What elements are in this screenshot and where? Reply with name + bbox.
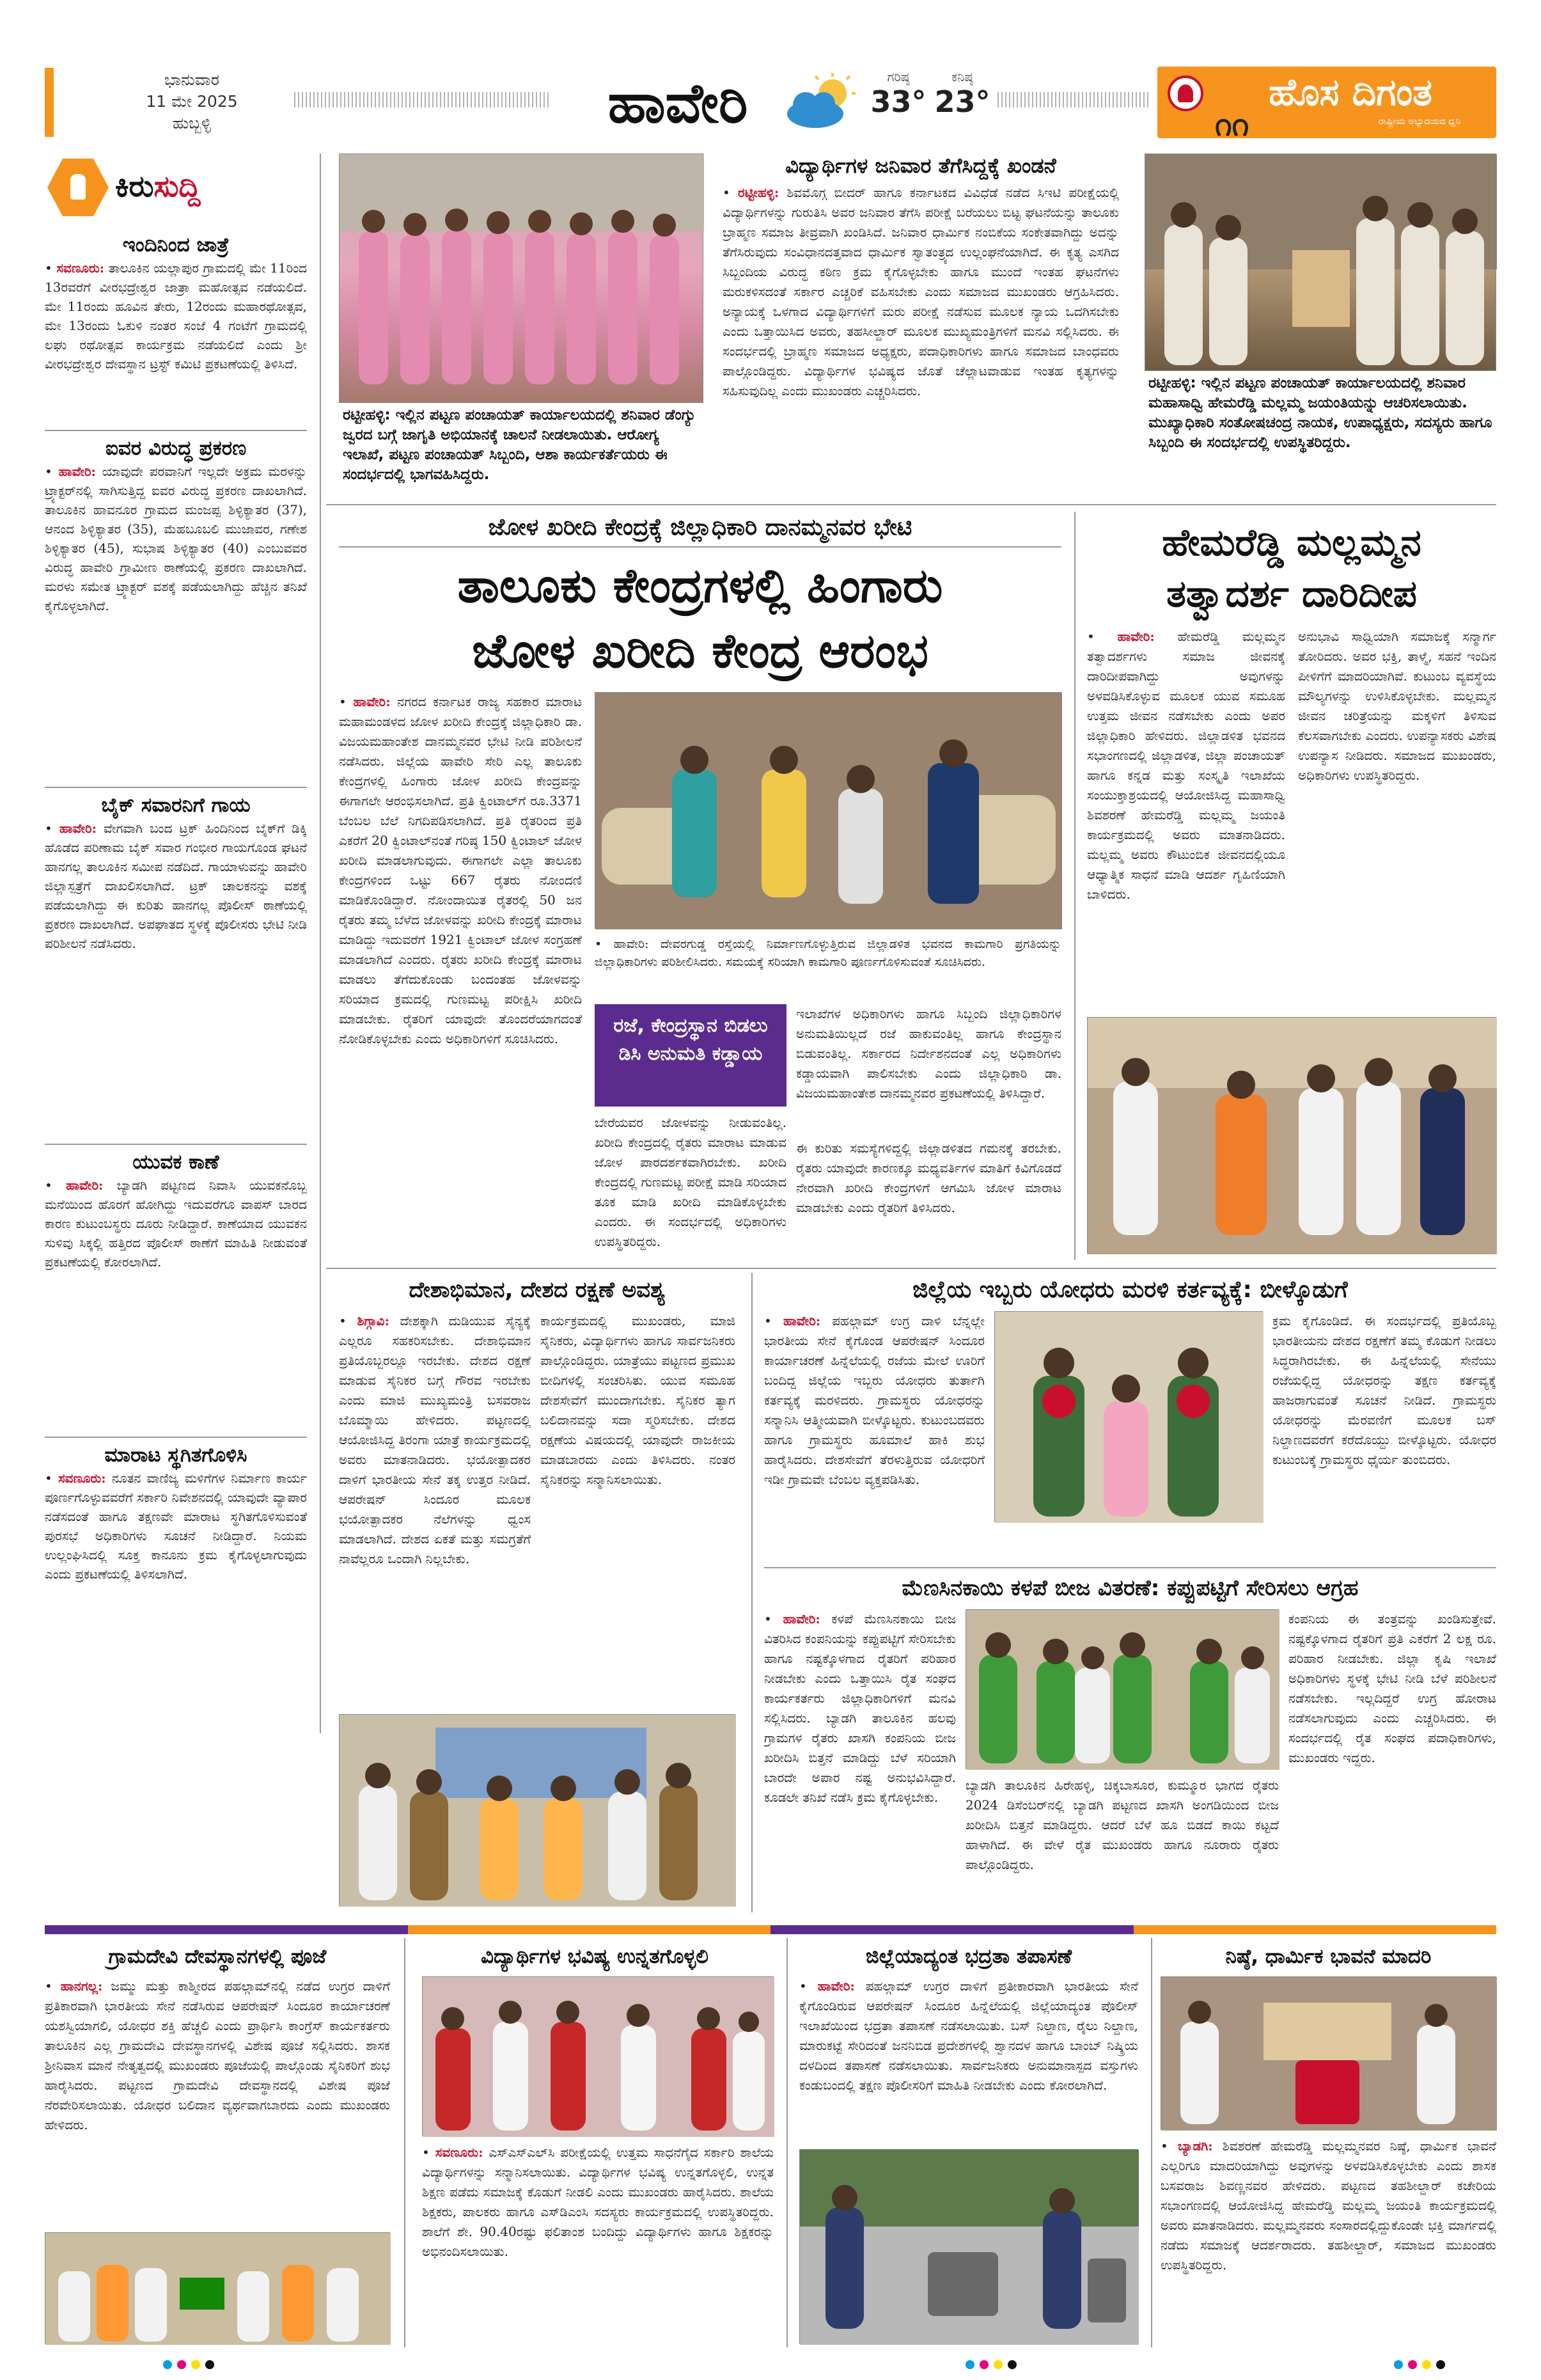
lead-col3: [796, 1139, 1061, 1260]
kirusuddi-item-place: ಹಾವೇರಿ:: [59, 821, 97, 836]
hemareddy-headline-line2: ತತ್ವಾದರ್ಶ ದಾರಿದೀಪ: [1166, 572, 1417, 615]
hemareddy-col2-text: ಅನುಭಾವಿ ಸಾಧ್ವಿಯಾಗಿ ಸಮಾಜಕ್ಕೆ ಸನ್ಮಾರ್ಗ ತೋರಿದರು. ಅವರ ಭಕ್ತಿ, ತಾಳ್ಮೆ, ಸಹನೆ ಇಂದಿನ ಪೀಳಿಗೆಗೆ ಮಾದರಿಯಾಗಿವೆ. ಕುಟುಂಬ ವ್ಯವಸ್ಥೆಯ ಮೌಲ್ಯಗಳನ್ನು ಉಳಿಸಿಕೊಳ್ಳಬೇಕು. ಮಲ್ಲಮ್ಮನ ಜೀವನ ಚರಿತ್ರೆಯನ್ನು ಮಕ್ಕಳಿಗೆ ತಿಳಿಸುವ ಕೆಲಸವಾಗಬೇಕು ಎಂದರು. ಉಪನ್ಯಾಸಕರು ವಿಶೇಷ ಉಪನ್ಯಾಸ ನೀಡಿದರು. ಸಮಾಜದ ಮುಖಂಡರು, ಅಧಿಕಾರಿಗಳು ಉಪಸ್ಥಿತರಿದ್ದರು.: [1298, 629, 1496, 783]
kirusuddi-item-text: ನೂತನ ವಾಣಿಜ್ಯ ಮಳಿಗೆಗಳ ನಿರ್ಮಾಣ ಕಾರ್ಯ ಪೂರ್ಣಗೊಳ್ಳುವವರೆಗೆ ಸರ್ಕಾರಿ ನಿವೇಶನದಲ್ಲಿ ಯಾವುದೇ ವ್ಯಾಪಾರ ನಡೆಸದಂತೆ ಹಾಗೂ ತಕ್ಷಣವೇ ಮಾರಾಟ ಸ್ಥಗಿತಗೊಳಿಸುವಂತೆ ಪುರಸಭೆ ಅಧಿಕಾರಿಗಳು ಸೂಚನೆ ನೀಡಿದ್ದಾರೆ. ನಿಯಮ ಉಲ್ಲಂಘಿಸಿದಲ್ಲಿ ಸೂಕ್ತ ಕಾನೂನು ಕ್ರಮ ಕೈಗೊಳ್ಳಲಾಗುವುದು ಎಂದು ಪ್ರಕಟಣೆಯಲ್ಲಿ ತಿಳಿಸಲಾಗಿದೆ.: [45, 1470, 307, 1582]
kirusuddi-item: [45, 430, 307, 782]
lead-col2: [595, 1113, 786, 1260]
kirusuddi-item-body: • ಹಾವೇರಿ: ಯಾವುದೇ ಪರವಾನಿಗೆ ಇಲ್ಲದೇ ಅಕ್ರಮ ಮರಳನ್ನು ಟ್ರ್ಯಾಕ್ಟರ್‌ನಲ್ಲಿ ಸಾಗಿಸುತ್ತಿದ್ದ ಐವರ ವಿರುದ್ಧ ಪ್ರಕರಣ ದಾಖಲಾಗಿದೆ. ತಾಲೂಕಿನ ಹಾವನೂರ ಗ್ರಾಮದ ಮಂಜಪ್ಪ ಶಿಳ್ಳಿಕ್ಯಾತರ (37), ಆನಂದ ಶಿಳ್ಳಿಕ್ಯಾತರ (35), ಮೆಹಬೂಬಲಿ ಮುಜಾವರ, ಗಣೇಶ ಶಿಳ್ಳಿಕ್ಯಾತರ (45), ಸುಭಾಷ ಶಿಳ್ಳಿಕ್ಯಾತರ (40) ಎಂಬುವವರ ವಿರುದ್ಧ ಹಾವೇರಿ ಗ್ರಾಮೀಣ ಠಾಣೆಯಲ್ಲಿ ಪ್ರಕರಣ ದಾಖಲಾಗಿದೆ. ಮರಳು ಸಮೇತ ಟ್ರ್ಯಾಕ್ಟರ್ ವಶಕ್ಕೆ ಪಡೆಯಲಾಗಿದ್ದು ಹೆಚ್ಚಿನ ತನಿಖೆ ಕೈಗೊಳ್ಳಲಾಗಿದೆ.: [45, 464, 307, 613]
photo-hemareddy-caption: ರಟ್ಟೀಹಳ್ಳಿ: ಇಲ್ಲಿನ ಪಟ್ಟಣ ಪಂಚಾಯತ್ ಕಾರ್ಯಾಲಯದಲ್ಲಿ ಶನಿವಾರ ಮಹಾಸಾಧ್ವಿ ಹೇಮರೆಡ್ಡಿ ಮಲ್ಲಮ್ಮ ಜಯಂತಿಯನ್ನು ಆಚರಿಸಲಾಯಿತು. ಮುಖ್ಯಾಧಿಕಾರಿ ಸಂತೋಷಚಂದ್ರ ನಾಯಕ, ಉಪಾಧ್ಯಕ್ಷರು, ಸದಸ್ಯರು ಹಾಗೂ ಸಿಬ್ಬಂದಿ ಈ ಸಂದರ್ಭದಲ್ಲಿ ಉಪಸ್ಥಿತರಿದ್ದರು.: [1145, 371, 1496, 499]
lead-col1-text: ನಗರದ ಕರ್ನಾಟಕ ರಾಜ್ಯ ಸಹಕಾರ ಮಾರಾಟ ಮಹಾಮಂಡಳದ ಜೋಳ ಖರೀದಿ ಕೇಂದ್ರಕ್ಕೆ ಜಿಲ್ಲಾಧಿಕಾರಿ ಡಾ. ವಿಜಯಮಹಾಂತೇಶ ದಾನಮ್ಮನವರ ಭೇಟಿ ನೀಡಿ ಪರಿಶೀಲನೆ ನಡೆಸಿದರು. ಜಿಲ್ಲೆಯ ಹಾವೇರಿ ಸೇರಿ ಎಲ್ಲ ತಾಲೂಕು ಕೇಂದ್ರಗಳಲ್ಲಿ ಹಿಂಗಾರು ಜೋಳ ಖರೀದಿ ಕೇಂದ್ರವನ್ನು ಈಗಾಗಲೇ ಆರಂಭಿಸಲಾಗಿದೆ. ಪ್ರತಿ ಕ್ವಿಂಟಾಲ್‌ಗೆ ರೂ.3371 ಬೆಂಬಲ ಬೆಲೆ ನಿಗದಿಪಡಿಸಲಾಗಿದೆ. ಪ್ರತಿ ರೈತರಿಂದ ಪ್ರತಿ ಎಕರೆಗೆ 20 ಕ್ವಿಂಟಾಲ್‌ನಂತೆ ಗರಿಷ್ಠ 150 ಕ್ವಿಂಟಾಲ್ ಜೋಳ ಖರೀದಿ ಮಾಡಲಾಗುವುದು. ಈಗಾಗಲೇ ಎಲ್ಲಾ ತಾಲೂಕು ಕೇಂದ್ರಗಳಿಂದ ಒಟ್ಟು 667 ರೈತರು ನೋಂದಣಿ ಮಾಡಿಕೊಂಡಿದ್ದಾರೆ. ನೋಂದಾಯಿತ ರೈತರಲ್ಲಿ 50 ಜನ ರೈತರು ತಮ್ಮ ಬೆಳೆದ ಜೋಳವನ್ನು ಖರೀದಿ ಕೇಂದ್ರಕ್ಕೆ ಮಾರಾಟ ಮಾಡಿದ್ದು ಇದುವರೆಗೆ 1921 ಕ್ವಿಂಟಾಲ್ ಜೋಳ ಸಂಗ್ರಹಣೆ ಮಾಡಲಾಗಿದೆ ಎಂದರು. ರೈತರು ಖರೀದಿ ಕೇಂದ್ರಕ್ಕೆ ಮಾರಾಟ ಮಾಡಲು ತೆಗೆದುಕೊಂಡು ಬಂದಂತಹ ಜೋಳವನ್ನು ಸರಿಯಾದ ಕ್ರಮದಲ್ಲಿ ಗುಣಮಟ್ಟ ಪರೀಕ್ಷಿಸಿ ಖರೀದಿ ಮಾಡಬೇಕು. ರೈತರಿಗೆ ಯಾವುದೇ ತೊಂದರೆಯಾಗದಂತೆ ನೋಡಿಕೊಳ್ಳಬೇಕು ಎಂದು ಅಧಿಕಾರಿಗಳಿಗೆ ಸೂಚಿಸಿದರು.: [339, 694, 582, 1046]
hemareddy-col1-text: ಹೇಮರೆಡ್ಡಿ ಮಲ್ಲಮ್ಮನ ತತ್ವಾದರ್ಶಗಳು ಸಮಾಜ ಜೀವನಕ್ಕೆ ದಾರಿದೀಪವಾಗಿದ್ದು ಅವುಗಳನ್ನು ಅಳವಡಿಸಿಕೊಳ್ಳುವ ಮೂಲಕ ಯುವ ಸಮೂಹ ಉತ್ತಮ ಜೀವನ ನಡೆಸಬೇಕು ಎಂದು ಅಪರ ಜಿಲ್ಲಾಧಿಕಾರಿ ಹೇಳಿದರು. ಜಿಲ್ಲಾಡಳಿತ ಭವನದ ಸಭಾಂಗಣದಲ್ಲಿ ಜಿಲ್ಲಾಡಳಿತ, ಜಿಲ್ಲಾ ಪಂಚಾಯತ್ ಹಾಗೂ ಕನ್ನಡ ಮತ್ತು ಸಂಸ್ಕೃತಿ ಇಲಾಖೆಯ ಸಂಯುಕ್ತಾಶ್ರಯದಲ್ಲಿ ಆಯೋಜಿಸಿದ್ದ ಮಹಾಸಾಧ್ವಿ ಶಿವಶರಣೆ ಹೇಮರೆಡ್ಡಿ ಮಲ್ಲಮ್ಮ ಜಯಂತಿ ಕಾರ್ಯಕ್ರಮದಲ್ಲಿ ಅವರು ಮಾತನಾಡಿದರು. ಮಲ್ಲಮ್ಮ ಅವರು ಕೌಟುಂಬಿಕ ಜೀವನದಲ್ಲಿಯೂ ಆಧ್ಯಾತ್ಮಿಕ ಸಾಧನೆ ಮಾಡಿ ಆದರ್ಶ ಗೃಹಿಣಿಯಾಗಿ ಬಾಳಿದರು.: [1087, 629, 1285, 902]
photo-soldier-farewell: [994, 1311, 1263, 1522]
section-divider: [326, 504, 1496, 505]
masthead-date: 11 ಮೇ 2025: [146, 92, 238, 111]
color-bar-segment: [770, 1925, 1134, 1934]
registration-dot: [1394, 2360, 1403, 2369]
lead-headline-line2: ಜೋಳ ಖರೀದಿ ಕೇಂದ್ರ ಆರಂಭ: [472, 624, 928, 679]
column-divider: [751, 1273, 753, 1912]
hemareddy-col2: [1298, 627, 1496, 1011]
kirusuddi-item-body: • ಸವಣೂರು: ನೂತನ ವಾಣಿಜ್ಯ ಮಳಿಗೆಗಳ ನಿರ್ಮಾಣ ಕಾರ್ಯ ಪೂರ್ಣಗೊಳ್ಳುವವರೆಗೆ ಸರ್ಕಾರಿ ನಿವೇಶನದಲ್ಲಿ ಯಾವುದೇ ವ್ಯಾಪಾರ ನಡೆಸದಂತೆ ಹಾಗೂ ತಕ್ಷಣವೇ ಮಾರಾಟ ಸ್ಥಗಿತಗೊಳಿಸುವಂತೆ ಪುರಸಭೆ ಅಧಿಕಾರಿಗಳು ಸೂಚನೆ ನೀಡಿದ್ದಾರೆ. ನಿಯಮ ಉಲ್ಲಂಘಿಸಿದಲ್ಲಿ ಸೂಕ್ತ ಕಾನೂನು ಕ್ರಮ ಕೈಗೊಳ್ಳಲಾಗುವುದು ಎಂದು ಪ್ರಕಟಣೆಯಲ್ಲಿ ತಿಳಿಸಲಾಗಿದೆ.: [45, 1470, 307, 1582]
registration-marks-right: [1394, 2360, 1445, 2369]
column-divider: [404, 1938, 405, 2347]
kirusuddi-title: [115, 169, 200, 205]
bottom-story-text: ಜಮ್ಮು ಮತ್ತು ಕಾಶ್ಮೀರದ ಪಹಲ್ಗಾಮ್‌ನಲ್ಲಿ ನಡೆದ ಉಗ್ರರ ದಾಳಿಗೆ ಪ್ರತಿಕಾರವಾಗಿ ಭಾರತೀಯ ಸೇನೆ ನಡೆಸಿರುವ ಆಪರೇಷನ್ ಸಿಂದೂರ ಕಾರ್ಯಾಚರಣೆ ಯಶಸ್ವಿಯಾಗಲಿ, ಯೋಧರ ಶಕ್ತಿ ಹೆಚ್ಚಲಿ ಎಂದು ಪ್ರಾರ್ಥಿಸಿ ಕಾಂಗ್ರೆಸ್ ಕಾರ್ಯಕರ್ತರು ತಾಲೂಕಿನ ಎಲ್ಲ ಗ್ರಾಮದೇವಿ ದೇವಸ್ಥಾನಗಳಲ್ಲಿ ವಿಶೇಷ ಪೂಜೆ ಸಲ್ಲಿಸಿದರು. ಶಾಸಕ ಶ್ರೀನಿವಾಸ ಮಾನೆ ನೇತೃತ್ವದಲ್ಲಿ ಮುಖಂಡರು ಪೂಜೆಯಲ್ಲಿ ಪಾಲ್ಗೊಂಡು ಸೈನಿಕರಿಗೆ ಶುಭ ಹಾರೈಸಿದರು. ಪಟ್ಟಣದ ಗ್ರಾಮದೇವಿ ದೇವಸ್ಥಾನದಲ್ಲಿ ವಿಶೇಷ ಪೂಜೆ ನೆರವೇರಿಸಲಾಯಿತು. ಯೋಧರ ಬಲಿದಾನ ವ್ಯರ್ಥವಾಗಬಾರದು ಎಂದು ಮುಖಂಡರು ಹೇಳಿದರು.: [45, 1978, 390, 2132]
column-divider: [1074, 512, 1076, 1260]
photo-tiranga-yatra: [339, 1714, 735, 1906]
group-figures-icon: [340, 1715, 736, 1907]
kirusuddi-item-body: • ಹಾವೇರಿ: ಬ್ಯಾಡಗಿ ಪಟ್ಟಣದ ನಿವಾಸಿ ಯುವಕನೊಬ್ಬ ಮನೆಯಿಂದ ಹೊರಗೆ ಹೋಗಿದ್ದು ಇದುವರೆಗೂ ವಾಪಸ್ ಬಾರದ ಕಾರಣ ಕುಟುಂಬಸ್ಥರು ದೂರು ನೀಡಿದ್ದಾರೆ. ಕಾಣೆಯಾದ ಯುವಕನ ಸುಳಿವು ಸಿಕ್ಕಲ್ಲಿ ಹತ್ತಿರದ ಪೊಲೀಸ್ ಠಾಣೆಗೆ ಮಾಹಿತಿ ನೀಡುವಂತೆ ಪ್ರಕಟಣೆಯಲ್ಲಿ ಕೋರಲಾಗಿದೆ.: [45, 1178, 307, 1270]
deshabhimana-place: ಶಿಗ್ಗಾವಿ:: [357, 1313, 389, 1328]
menasinakayi-col1-text: ಕಳಪೆ ಮೆಣಸಿನಕಾಯಿ ಬೀಜ ವಿತರಿಸಿದ ಕಂಪನಿಯನ್ನು ಕಪ್ಪುಪಟ್ಟಿಗೆ ಸೇರಿಸಬೇಕು ಹಾಗೂ ನಷ್ಟಕ್ಕೊಳಗಾದ ರೈತರಿಗೆ ಪರಿಹಾರ ನೀಡಬೇಕು ಎಂದು ಒತ್ತಾಯಿಸಿ ರೈತ ಸಂಘದ ಕಾರ್ಯಕರ್ತರು ಜಿಲ್ಲಾಧಿಕಾರಿಗಳಿಗೆ ಮನವಿ ಸಲ್ಲಿಸಿದರು. ಬ್ಯಾಡಗಿ ತಾಲೂಕಿನ ಹಲವು ಗ್ರಾಮಗಳ ರೈತರು ಖಾಸಗಿ ಕಂಪನಿಯ ಬೀಜ ಖರೀದಿಸಿ ಬಿತ್ತನೆ ಮಾಡಿದ್ದು ಬೆಳೆ ಸರಿಯಾಗಿ ಬಾರದೇ ಅಪಾರ ನಷ್ಟ ಅನುಭವಿಸಿದ್ದಾರೆ. ಕೂಡಲೇ ತನಿಖೆ ನಡೆಸಿ ಕ್ರಮ ಕೈಗೊಳ್ಳಬೇಕು.: [764, 1611, 956, 1805]
lead-boxout-body: [796, 1004, 1061, 1132]
kirusuddi-column: [45, 152, 307, 1764]
vidyarthi-body: • ರಟ್ಟೀಹಳ್ಳಿ: ಶಿವಮೊಗ್ಗ ಬೀದರ್ ಹಾಗೂ ಕರ್ನಾಟಕದ ವಿವಿಧೆಡೆ ನಡೆದ ಸಿಇಟಿ ಪರೀಕ್ಷೆಯಲ್ಲಿ ವಿದ್ಯಾರ್ಥಿಗಳನ್ನು ಗುರುತಿಸಿ ಅವರ ಜನಿವಾರ ತೆಗೆಸಿ ಪರೀಕ್ಷೆ ಬರೆಯಲು ಬಿಟ್ಟ ಘಟನೆಯನ್ನು ತಾಲೂಕು ಬ್ರಾಹ್ಮಣ ಸಮಾಜ ತೀವ್ರವಾಗಿ ಖಂಡಿಸಿದೆ. ಜನಿವಾರ ಧಾರ್ಮಿಕ ನಂಬಿಕೆಯ ಸಂಕೇತವಾಗಿದ್ದು ಅದನ್ನು ತೆಗೆಸಿರುವುದು ಸಂವಿಧಾನದತ್ತವಾದ ಧಾರ್ಮಿಕ ಸ್ವಾತಂತ್ರ್ಯದ ಉಲ್ಲಂಘನೆಯಾಗಿದೆ. ಈ ಕೃತ್ಯ ಎಸಗಿದ ಸಿಬ್ಬಂದಿಯ ವಿರುದ್ಧ ಕಠಿಣ ಕ್ರಮ ಕೈಗೊಳ್ಳಬೇಕು ಹಾಗೂ ಮುಂದೆ ಇಂತಹ ಘಟನೆಗಳು ಮರುಕಳಿಸದಂತೆ ಸರ್ಕಾರ ಎಚ್ಚರಿಕೆ ವಹಿಸಬೇಕು ಎಂದು ಸಮಾಜದ ಮುಖಂಡರು ಆಗ್ರಹಿಸಿದರು. ಅನ್ಯಾಯಕ್ಕೆ ಒಳಗಾದ ವಿದ್ಯಾರ್ಥಿಗಳಿಗೆ ಮರು ಪರೀಕ್ಷೆ ನಡೆಸುವ ಮೂಲಕ ನ್ಯಾಯ ಒದಗಿಸಬೇಕು ಎಂದು ಒತ್ತಾಯಿಸಿದ ಅವರು, ತಹಸೀಲ್ದಾರ್ ಮೂಲಕ ಮುಖ್ಯಮಂತ್ರಿಗಳಿಗೆ ಮನವಿ ಸಲ್ಲಿಸಿದರು. ಈ ಸಂದರ್ಭದಲ್ಲಿ ಬ್ರಾಹ್ಮಣ ಸಮಾಜದ ಅಧ್ಯಕ್ಷರು, ಪದಾಧಿಕಾರಿಗಳು ಹಾಗೂ ಸಮಾಜದ ಬಾಂಧವರು ಪಾಲ್ಗೊಂಡಿದ್ದರು. ವಿದ್ಯಾರ್ಥಿಗಳ ಭವಿಷ್ಯದ ಜೊತೆ ಚೆಲ್ಲಾಟವಾಡುವ ಇಂತಹ ಕೃತ್ಯಗಳನ್ನು ಸಹಿಸುವುದಿಲ್ಲ ಎಂದು ಮುಖಂಡರು ಎಚ್ಚರಿಸಿದರು.: [723, 185, 1119, 398]
group-figures-icon: [340, 154, 704, 404]
masthead-city: ಹುಬ್ಬಳ್ಳಿ: [172, 114, 212, 132]
lead-boxout: [595, 1004, 786, 1107]
registration-dot: [1422, 2360, 1431, 2369]
masthead: [45, 67, 1496, 143]
menasinakayi-col2: [966, 1776, 1279, 1916]
kirusuddi-item: [45, 787, 307, 1139]
photo-jola-kharidi: [595, 692, 1061, 929]
menasinakayi-headline: ಮೆಣಸಿನಕಾಯಿ ಕಳಪೆ ಬೀಜ ವಿತರಣೆ: ಕಪ್ಪುಪಟ್ಟಿಗೆ ಸೇರಿಸಲು ಆಗ್ರಹ: [902, 1575, 1359, 1601]
kirusuddi-title-part1: ಕಿರು: [115, 169, 154, 203]
sacks-figures-icon: [595, 693, 1062, 929]
bottom-story-text: ಪಹಲ್ಗಾಮ್ ಉಗ್ರರ ದಾಳಿಗೆ ಪ್ರತೀಕಾರವಾಗಿ ಭಾರತೀಯ ಸೇನೆ ಕೈಗೊಂಡಿರುವ ಆಪರೇಷನ್ ಸಿಂದೂರ ಹಿನ್ನೆಲೆಯಲ್ಲಿ ಜಿಲ್ಲೆಯಾದ್ಯಂತ ಪೊಲೀಸ್ ಇಲಾಖೆಯಿಂದ ಭದ್ರತಾ ತಪಾಸಣೆ ನಡೆಸಲಾಯಿತು. ಬಸ್ ನಿಲ್ದಾಣ, ರೈಲು ನಿಲ್ದಾಣ, ಮಾರುಕಟ್ಟೆ ಸೇರಿದಂತೆ ಜನನಿಬಿಡ ಪ್ರದೇಶಗಳಲ್ಲಿ ಶ್ವಾನದಳ ಹಾಗೂ ಬಾಂಬ್ ನಿಷ್ಕ್ರಿಯ ದಳದಿಂದ ತಪಾಸಣೆ ನಡೆಸಲಾಯಿತು. ಸಾರ್ವಜನಿಕರು ಅನುಮಾನಾಸ್ಪದ ವಸ್ತುಗಳು ಕಂಡುಬಂದಲ್ಲಿ ತಕ್ಷಣ ಪೊಲೀಸರಿಗೆ ಮಾಹಿತಿ ನೀಡಬೇಕು ಎಂದು ಕೋರಲಾಗಿದೆ.: [799, 1978, 1138, 2093]
farmers-icon: [966, 1610, 1279, 1770]
bottom-story-place: ಸವಣೂರು:: [435, 2145, 483, 2160]
group-figures-icon: [1145, 154, 1497, 372]
kirusuddi-item-title: ಮಾರಾಟ ಸ್ಥಗಿತಗೊಳಿಸಿ: [45, 1437, 307, 1469]
lead-boxout-text: ರಜೆ, ಕೇಂದ್ರಸ್ಥಾನ ಬಿಡಲು ಡಿಸಿ ಅನುಮತಿ ಕಡ್ಡಾಯ: [613, 1014, 768, 1065]
group-figures-icon: [45, 2233, 391, 2345]
lead-photo-caption-text: ಹಾವೇರಿ: ದೇವರಗುಡ್ಡ ರಸ್ತೆಯಲ್ಲಿ ನಿರ್ಮಾಣಗೊಳ್ಳುತ್ತಿರುವ ಜಿಲ್ಲಾಡಳಿತ ಭವನದ ಕಾಮಗಾರಿ ಪ್ರಗತಿಯನ್ನು ಜಿಲ್ಲಾಧಿಕಾರಿಗಳು ಪರಿಶೀಲಿಸಿದರು. ಸಮಯಕ್ಕೆ ಸರಿಯಾಗಿ ಕಾಮಗಾರಿ ಪೂರ್ಣಗೊಳಿಸುವಂತೆ ಸೂಚಿಸಿದರು.: [595, 937, 1061, 969]
menasinakayi-col1: • ಹಾವೇರಿ: ಕಳಪೆ ಮೆಣಸಿನಕಾಯಿ ಬೀಜ ವಿತರಿಸಿದ ಕಂಪನಿಯನ್ನು ಕಪ್ಪುಪಟ್ಟಿಗೆ ಸೇರಿಸಬೇಕು ಹಾಗೂ ನಷ್ಟಕ್ಕೊಳಗಾದ ರೈತರಿಗೆ ಪರಿಹಾರ ನೀಡಬೇಕು ಎಂದು ಒತ್ತಾಯಿಸಿ ರೈತ ಸಂಘದ ಕಾರ್ಯಕರ್ತರು ಜಿಲ್ಲಾಧಿಕಾರಿಗಳಿಗೆ ಮನವಿ ಸಲ್ಲಿಸಿದರು. ಬ್ಯಾಡಗಿ ತಾಲೂಕಿನ ಹಲವು ಗ್ರಾಮಗಳ ರೈತರು ಖಾಸಗಿ ಕಂಪನಿಯ ಬೀಜ ಖರೀದಿಸಿ ಬಿತ್ತನೆ ಮಾಡಿದ್ದು ಬೆಳೆ ಸರಿಯಾಗಿ ಬಾರದೇ ಅಪಾರ ನಷ್ಟ ಅನುಭವಿಸಿದ್ದಾರೆ. ಕೂಡಲೇ ತನಿಖೆ ನಡೆಸಿ ಕ್ರಮ ಕೈಗೊಳ್ಳಬೇಕು.: [764, 1611, 956, 1805]
yodharu-col1: • ಹಾವೇರಿ: ಪಹಲ್ಗಾಮ್ ಉಗ್ರ ದಾಳಿ ಬೆನ್ನಲ್ಲೇ ಭಾರತೀಯ ಸೇನೆ ಕೈಗೊಂಡ ಆಪರೇಷನ್ ಸಿಂದೂರ ಕಾರ್ಯಾಚರಣೆ ಹಿನ್ನೆಲೆಯಲ್ಲಿ ರಜೆಯ ಮೇಲೆ ಊರಿಗೆ ಬಂದಿದ್ದ ಜಿಲ್ಲೆಯ ಇಬ್ಬರು ಯೋಧರು ತುರ್ತಾಗಿ ಕರ್ತವ್ಯಕ್ಕೆ ಮರಳಿದರು. ಗ್ರಾಮಸ್ಥರು ಯೋಧರನ್ನು ಸನ್ಮಾನಿಸಿ ಆತ್ಮೀಯವಾಗಿ ಬೀಳ್ಕೊಟ್ಟರು. ಕುಟುಂಬದವರು ಹಾಗೂ ಗ್ರಾಮಸ್ಥರು ಹೂಮಾಲೆ ಹಾಕಿ ಶುಭ ಹಾರೈಸಿದರು. ದೇಶಸೇವೆಗೆ ತೆರಳುತ್ತಿರುವ ಯೋಧರಿಗೆ ಇಡೀ ಗ್ರಾಮವೇ ಬೆಂಬಲ ವ್ಯಕ್ತಪಡಿಸಿತು.: [764, 1313, 985, 1487]
bottom-story-place: ಬ್ಯಾಡಗಿ:: [1178, 2138, 1213, 2154]
kirusuddi-item: [45, 232, 307, 425]
bottom-story-headline: ಜಿಲ್ಲೆಯಾದ್ಯಂತ ಭದ್ರತಾ ತಪಾಸಣೆ: [865, 1945, 1072, 1968]
column-divider: [320, 154, 321, 1733]
deshabhimana-col2: [540, 1311, 735, 1708]
bottom-story-headline: ಗ್ರಾಮದೇವಿ ದೇವಸ್ಥಾನಗಳಲ್ಲಿ ಪೂಜೆ: [108, 1945, 327, 1968]
bottom-story-headline: ವಿದ್ಯಾರ್ಥಿಗಳ ಭವಿಷ್ಯ ಉನ್ನತಗೊಳ್ಳಲಿ: [481, 1945, 708, 1968]
menasinakayi-place: ಹಾವೇರಿ:: [783, 1611, 820, 1627]
lead-boxout-body-text: ಇಲಾಖೆಗಳ ಅಧಿಕಾರಿಗಳು ಹಾಗೂ ಸಿಬ್ಬಂದಿ ಜಿಲ್ಲಾಧಿಕಾರಿಗಳ ಅನುಮತಿಯಿಲ್ಲದೆ ರಜೆ ಹಾಕುವಂತಿಲ್ಲ ಹಾಗೂ ಕೇಂದ್ರಸ್ಥಾನ ಬಿಡುವಂತಿಲ್ಲ. ಸರ್ಕಾರದ ನಿರ್ದೇಶನದಂತೆ ಎಲ್ಲ ಅಧಿಕಾರಿಗಳು ಕಡ್ಡಾಯವಾಗಿ ಪಾಲಿಸಬೇಕು ಎಂದು ಜಿಲ್ಲಾಧಿಕಾರಿ ಡಾ. ವಿಜಯಮಹಾಂತೇಶ ದಾನಮ್ಮನವರ ಪ್ರಕಟಣೆಯಲ್ಲಿ ತಿಳಿಸಿದ್ದಾರೆ.: [796, 1006, 1061, 1101]
stage-figures-icon: [1161, 1977, 1497, 2131]
kirusuddi-item-title: ಯುವಕ ಕಾಣೆ: [45, 1144, 307, 1176]
weather-min: [934, 69, 991, 119]
masthead-accent-bar: [45, 68, 54, 137]
registration-dot: [163, 2360, 172, 2369]
registration-marks-left: [163, 2360, 214, 2369]
registration-dot: [980, 2360, 989, 2369]
vidyarthi-text: ಶಿವಮೊಗ್ಗ ಬೀದರ್ ಹಾಗೂ ಕರ್ನಾಟಕದ ವಿವಿಧೆಡೆ ನಡೆದ ಸಿಇಟಿ ಪರೀಕ್ಷೆಯಲ್ಲಿ ವಿದ್ಯಾರ್ಥಿಗಳನ್ನು ಗುರುತಿಸಿ ಅವರ ಜನಿವಾರ ತೆಗೆಸಿ ಪರೀಕ್ಷೆ ಬರೆಯಲು ಬಿಟ್ಟ ಘಟನೆಯನ್ನು ತಾಲೂಕು ಬ್ರಾಹ್ಮಣ ಸಮಾಜ ತೀವ್ರವಾಗಿ ಖಂಡಿಸಿದೆ. ಜನಿವಾರ ಧಾರ್ಮಿಕ ನಂಬಿಕೆಯ ಸಂಕೇತವಾಗಿದ್ದು ಅದನ್ನು ತೆಗೆಸಿರುವುದು ಸಂವಿಧಾನದತ್ತವಾದ ಧಾರ್ಮಿಕ ಸ್ವಾತಂತ್ರ್ಯದ ಉಲ್ಲಂಘನೆಯಾಗಿದೆ. ಈ ಕೃತ್ಯ ಎಸಗಿದ ಸಿಬ್ಬಂದಿಯ ವಿರುದ್ಧ ಕಠಿಣ ಕ್ರಮ ಕೈಗೊಳ್ಳಬೇಕು ಹಾಗೂ ಮುಂದೆ ಇಂತಹ ಘಟನೆಗಳು ಮರುಕಳಿಸದಂತೆ ಸರ್ಕಾರ ಎಚ್ಚರಿಕೆ ವಹಿಸಬೇಕು ಎಂದು ಸಮಾಜದ ಮುಖಂಡರು ಆಗ್ರಹಿಸಿದರು. ಅನ್ಯಾಯಕ್ಕೆ ಒಳಗಾದ ವಿದ್ಯಾರ್ಥಿಗಳಿಗೆ ಮರು ಪರೀಕ್ಷೆ ನಡೆಸುವ ಮೂಲಕ ನ್ಯಾಯ ಒದಗಿಸಬೇಕು ಎಂದು ಒತ್ತಾಯಿಸಿದ ಅವರು, ತಹಸೀಲ್ದಾರ್ ಮೂಲಕ ಮುಖ್ಯಮಂತ್ರಿಗಳಿಗೆ ಮನವಿ ಸಲ್ಲಿಸಿದರು. ಈ ಸಂದರ್ಭದಲ್ಲಿ ಬ್ರಾಹ್ಮಣ ಸಮಾಜದ ಅಧ್ಯಕ್ಷರು, ಪದಾಧಿಕಾರಿಗಳು ಹಾಗೂ ಸಮಾಜದ ಬಾಂಧವರು ಪಾಲ್ಗೊಂಡಿದ್ದರು. ವಿದ್ಯಾರ್ಥಿಗಳ ಭವಿಷ್ಯದ ಜೊತೆ ಚೆಲ್ಲಾಟವಾಡುವ ಇಂತಹ ಕೃತ್ಯಗಳನ್ನು ಸಹಿಸುವುದಿಲ್ಲ ಎಂದು ಮುಖಂಡರು ಎಚ್ಚರಿಸಿದರು.: [723, 185, 1119, 398]
kirusuddi-item-title: ಬೈಕ್ ಸವಾರನಿಗೆ ಗಾಯ: [45, 787, 307, 819]
section-divider: [764, 1567, 1496, 1568]
photo-temple-pooja: [45, 2232, 390, 2344]
column-divider: [786, 1938, 788, 2347]
photo-dengue-caption: ರಟ್ಟೀಹಳ್ಳಿ: ಇಲ್ಲಿನ ಪಟ್ಟಣ ಪಂಚಾಯತ್ ಕಾರ್ಯಾಲಯದಲ್ಲಿ ಶನಿವಾರ ಡೆಂಗ್ಯು ಜ್ವರದ ಬಗ್ಗೆ ಜಾಗೃತಿ ಅಭಿಯಾನಕ್ಕೆ ಚಾಲನೆ ನೀಡಲಾಯಿತು. ಆರೋಗ್ಯ ಇಲಾಖೆ, ಪಟ್ಟಣ ಪಂಚಾಯತ್ ಸಿಬ್ಬಂದಿ, ಆಶಾ ಕಾರ್ಯಕರ್ತೆಯರು ಈ ಸಂದರ್ಭದಲ್ಲಿ ಭಾಗವಹಿಸಿದ್ದರು.: [339, 403, 703, 499]
kirusuddi-item-place: ಸವಣೂರು:: [56, 260, 105, 276]
brand-block: [1157, 67, 1496, 138]
yodharu-col1-text: ಪಹಲ್ಗಾಮ್ ಉಗ್ರ ದಾಳಿ ಬೆನ್ನಲ್ಲೇ ಭಾರತೀಯ ಸೇನೆ ಕೈಗೊಂಡ ಆಪರೇಷನ್ ಸಿಂದೂರ ಕಾರ್ಯಾಚರಣೆ ಹಿನ್ನೆಲೆಯಲ್ಲಿ ರಜೆಯ ಮೇಲೆ ಊರಿಗೆ ಬಂದಿದ್ದ ಜಿಲ್ಲೆಯ ಇಬ್ಬರು ಯೋಧರು ತುರ್ತಾಗಿ ಕರ್ತವ್ಯಕ್ಕೆ ಮರಳಿದರು. ಗ್ರಾಮಸ್ಥರು ಯೋಧರನ್ನು ಸನ್ಮಾನಿಸಿ ಆತ್ಮೀಯವಾಗಿ ಬೀಳ್ಕೊಟ್ಟರು. ಕುಟುಂಬದವರು ಹಾಗೂ ಗ್ರಾಮಸ್ಥರು ಹೂಮಾಲೆ ಹಾಕಿ ಶುಭ ಹಾರೈಸಿದರು. ದೇಶಸೇವೆಗೆ ತೆರಳುತ್ತಿರುವ ಯೋಧರಿಗೆ ಇಡೀ ಗ್ರಾಮವೇ ಬೆಂಬಲ ವ್ಯಕ್ತಪಡಿಸಿತು.: [764, 1313, 985, 1487]
kirusuddi-item-place: ಹಾವೇರಿ:: [58, 464, 96, 479]
kirusuddi-item-place: ಸವಣೂರು:: [58, 1470, 106, 1486]
weather-max: [870, 69, 927, 119]
brand-name: ಹೊಸ ದಿಗಂತ: [1269, 70, 1432, 114]
kirusuddi-item-body: • ಹಾವೇರಿ: ವೇಗವಾಗಿ ಬಂದ ಟ್ರಕ್ ಹಿಂದಿನಿಂದ ಬೈಕ್‌ಗೆ ಡಿಕ್ಕಿ ಹೊಡೆದ ಪರಿಣಾಮ ಬೈಕ್ ಸವಾರ ಗಂಭೀರ ಗಾಯಗೊಂಡ ಘಟನೆ ಹಾನಗಲ್ಲ ತಾಲೂಕಿನ ಸಮೀಪ ನಡೆದಿದೆ. ಗಾಯಾಳುವನ್ನು ಹಾವೇರಿ ಜಿಲ್ಲಾಸ್ಪತ್ರೆಗೆ ದಾಖಲಿಸಲಾಗಿದೆ. ಟ್ರಕ್ ಚಾಲಕನನ್ನು ವಶಕ್ಕೆ ಪಡೆಯಲಾಗಿದ್ದು ಈ ಕುರಿತು ಹಾನಗಲ್ಲ ಪೊಲೀಸ್ ಠಾಣೆಯಲ್ಲಿ ಪ್ರಕರಣ ದಾಖಲಾಗಿದೆ. ಅಪಘಾತದ ಸ್ಥಳಕ್ಕೆ ಪೊಲೀಸರು ಭೇಟಿ ನೀಡಿ ಪರಿಶೀಲನೆ ನಡೆಸಿದರು.: [45, 821, 307, 951]
color-bar-segment: [1134, 1925, 1497, 1934]
kirusuddi-item-text: ವೇಗವಾಗಿ ಬಂದ ಟ್ರಕ್ ಹಿಂದಿನಿಂದ ಬೈಕ್‌ಗೆ ಡಿಕ್ಕಿ ಹೊಡೆದ ಪರಿಣಾಮ ಬೈಕ್ ಸವಾರ ಗಂಭೀರ ಗಾಯಗೊಂಡ ಘಟನೆ ಹಾನಗಲ್ಲ ತಾಲೂಕಿನ ಸಮೀಪ ನಡೆದಿದೆ. ಗಾಯಾಳುವನ್ನು ಹಾವೇರಿ ಜಿಲ್ಲಾಸ್ಪತ್ರೆಗೆ ದಾಖಲಿಸಲಾಗಿದೆ. ಟ್ರಕ್ ಚಾಲಕನನ್ನು ವಶಕ್ಕೆ ಪಡೆಯಲಾಗಿದ್ದು ಈ ಕುರಿತು ಹಾನಗಲ್ಲ ಪೊಲೀಸ್ ಠಾಣೆಯಲ್ಲಿ ಪ್ರಕರಣ ದಾಖಲಾಗಿದೆ. ಅಪಘಾತದ ಸ್ಥಳಕ್ಕೆ ಪೊಲೀಸರು ಭೇಟಿ ನೀಡಿ ಪರಿಶೀಲನೆ ನಡೆಸಿದರು.: [45, 821, 307, 951]
menasinakayi-col3-text: ಕಂಪನಿಯ ಈ ತಂತ್ರವನ್ನು ಖಂಡಿಸುತ್ತೇವೆ. ನಷ್ಟಕ್ಕೊಳಗಾದ ರೈತರಿಗೆ ಪ್ರತಿ ಎಕರೆಗೆ 2 ಲಕ್ಷ ರೂ. ಪರಿಹಾರ ನೀಡಬೇಕು. ಜಿಲ್ಲಾ ಕೃಷಿ ಇಲಾಖೆ ಅಧಿಕಾರಿಗಳು ಸ್ಥಳಕ್ಕೆ ಭೇಟಿ ನೀಡಿ ಬೆಳೆ ಪರಿಶೀಲನೆ ನಡೆಸಬೇಕು. ಇಲ್ಲದಿದ್ದರೆ ಉಗ್ರ ಹೋರಾಟ ನಡೆಸಲಾಗುವುದು ಎಂದು ಎಚ್ಚರಿಸಿದರು. ಈ ಸಂದರ್ಭದಲ್ಲಿ ರೈತ ಸಂಘದ ಪದಾಧಿಕಾರಿಗಳು, ಮುಖಂಡರು ಇದ್ದರು.: [1288, 1611, 1496, 1765]
kirusuddi-item-title: ಇಂದಿನಿಂದ ಜಾತ್ರೆ: [122, 233, 230, 256]
registration-dot: [994, 2360, 1003, 2369]
yodharu-col3-text: ಕ್ರಮ ಕೈಗೊಂಡಿದೆ. ಈ ಸಂದರ್ಭದಲ್ಲಿ ಪ್ರತಿಯೊಬ್ಬ ಭಾರತೀಯನು ದೇಶದ ರಕ್ಷಣೆಗೆ ತಮ್ಮ ಕೊಡುಗೆ ನೀಡಲು ಸಿದ್ಧರಾಗಿರಬೇಕು. ಈ ಹಿನ್ನೆಲೆಯಲ್ಲಿ ಸೇನೆಯು ರಜೆಯಲ್ಲಿದ್ದ ಯೋಧರನ್ನು ತಕ್ಷಣ ಕರ್ತವ್ಯಕ್ಕೆ ಹಾಜರಾಗುವಂತೆ ಸೂಚನೆ ನೀಡಿದೆ. ಗ್ರಾಮಸ್ಥರು ಯೋಧರನ್ನು ಮೆರವಣಿಗೆ ಮೂಲಕ ಬಸ್ ನಿಲ್ದಾಣದವರೆಗೆ ಕರೆದೊಯ್ದು ಬೀಳ್ಕೊಟ್ಟರು. ಯೋಧರ ಕುಟುಂಬಕ್ಕೆ ಗ್ರಾಮಸ್ಥರು ಧೈರ್ಯ ತುಂಬಿದರು.: [1272, 1313, 1496, 1467]
masthead-day: ಭಾನುವಾರ: [164, 70, 219, 89]
masthead-dateblock: [109, 69, 275, 134]
soldiers-icon: [995, 1312, 1263, 1523]
bottom-story-body: • ಹಾವೇರಿ: ಪಹಲ್ಗಾಮ್ ಉಗ್ರರ ದಾಳಿಗೆ ಪ್ರತೀಕಾರವಾಗಿ ಭಾರತೀಯ ಸೇನೆ ಕೈಗೊಂಡಿರುವ ಆಪರೇಷನ್ ಸಿಂದೂರ ಹಿನ್ನೆಲೆಯಲ್ಲಿ ಜಿಲ್ಲೆಯಾದ್ಯಂತ ಪೊಲೀಸ್ ಇಲಾಖೆಯಿಂದ ಭದ್ರತಾ ತಪಾಸಣೆ ನಡೆಸಲಾಯಿತು. ಬಸ್ ನಿಲ್ದಾಣ, ರೈಲು ನಿಲ್ದಾಣ, ಮಾರುಕಟ್ಟೆ ಸೇರಿದಂತೆ ಜನನಿಬಿಡ ಪ್ರದೇಶಗಳಲ್ಲಿ ಶ್ವಾನದಳ ಹಾಗೂ ಬಾಂಬ್ ನಿಷ್ಕ್ರಿಯ ದಳದಿಂದ ತಪಾಸಣೆ ನಡೆಸಲಾಯಿತು. ಸಾರ್ವಜನಿಕರು ಅನುಮಾನಾಸ್ಪದ ವಸ್ತುಗಳು ಕಂಡುಬಂದಲ್ಲಿ ತಕ್ಷಣ ಪೊಲೀಸರಿಗೆ ಮಾಹಿತಿ ನೀಡಬೇಕು ಎಂದು ಕೋರಲಾಗಿದೆ.: [799, 1978, 1138, 2093]
registration-dot: [191, 2360, 200, 2369]
police-check-icon: [800, 2150, 1139, 2345]
lead-col3-text: ಈ ಕುರಿತು ಸಮಸ್ಯೆಗಳಿದ್ದಲ್ಲಿ ಜಿಲ್ಲಾಡಳಿತದ ಗಮನಕ್ಕೆ ತರಬೇಕು. ರೈತರು ಯಾವುದೇ ಕಾರಣಕ್ಕೂ ಮಧ್ಯವರ್ತಿಗಳ ಮಾತಿಗೆ ಕಿವಿಗೊಡದೆ ನೇರವಾಗಿ ಖರೀದಿ ಕೇಂದ್ರಗಳಿಗೆ ಆಗಮಿಸಿ ಜೋಳ ಮಾರಾಟ ಮಾಡಬೇಕು ಎಂದು ರೈತರಿಗೆ ತಿಳಿಸಿದರು.: [796, 1140, 1061, 1215]
kirusuddi-item-place: ಹಾವೇರಿ:: [66, 1178, 104, 1193]
bottom-story-text: ಶಿವಶರಣೆ ಹೇಮರೆಡ್ಡಿ ಮಲ್ಲಮ್ಮನವರ ನಿಷ್ಠೆ, ಧಾರ್ಮಿಕ ಭಾವನೆ ಎಲ್ಲರಿಗೂ ಮಾದರಿಯಾಗಿದ್ದು ಅವುಗಳನ್ನು ಅಳವಡಿಸಿಕೊಳ್ಳಬೇಕು ಎಂದು ಶಾಸಕ ಬಸವರಾಜ ಶಿವಣ್ಣನವರ ಹೇಳಿದರು. ಪಟ್ಟಣದ ತಹಶೀಲ್ದಾರ್ ಕಚೇರಿಯ ಸಭಾಂಗಣದಲ್ಲಿ ಆಯೋಜಿಸಿದ್ದ ಹೇಮರೆಡ್ಡಿ ಮಲ್ಲಮ್ಮ ಜಯಂತಿ ಕಾರ್ಯಕ್ರಮದಲ್ಲಿ ಅವರು ಮಾತನಾಡಿದರು. ಮಲ್ಲಮ್ಮನವರು ಸಂಸಾರದಲ್ಲಿದ್ದುಕೊಂಡೇ ಭಕ್ತಿ ಮಾರ್ಗದಲ್ಲಿ ನಡೆದು ಸಮಾಜಕ್ಕೆ ಆದರ್ಶರಾದರು. ತಹಶೀಲ್ದಾರ್, ಸಮಾಜದ ಮುಖಂಡರು ಉಪಸ್ಥಿತರಿದ್ದರು.: [1161, 2138, 1496, 2273]
photo-students-felicitation: [422, 1976, 774, 2136]
edition-title: ಹಾವೇರಿ: [607, 72, 748, 136]
registration-dot: [1008, 2360, 1017, 2369]
lead-col1: • ಹಾವೇರಿ: ನಗರದ ಕರ್ನಾಟಕ ರಾಜ್ಯ ಸಹಕಾರ ಮಾರಾಟ ಮಹಾಮಂಡಳದ ಜೋಳ ಖರೀದಿ ಕೇಂದ್ರಕ್ಕೆ ಜಿಲ್ಲಾಧಿಕಾರಿ ಡಾ. ವಿಜಯಮಹಾಂತೇಶ ದಾನಮ್ಮನವರ ಭೇಟಿ ನೀಡಿ ಪರಿಶೀಲನೆ ನಡೆಸಿದರು. ಜಿಲ್ಲೆಯ ಹಾವೇರಿ ಸೇರಿ ಎಲ್ಲ ತಾಲೂಕು ಕೇಂದ್ರಗಳಲ್ಲಿ ಹಿಂಗಾರು ಜೋಳ ಖರೀದಿ ಕೇಂದ್ರವನ್ನು ಈಗಾಗಲೇ ಆರಂಭಿಸಲಾಗಿದೆ. ಪ್ರತಿ ಕ್ವಿಂಟಾಲ್‌ಗೆ ರೂ.3371 ಬೆಂಬಲ ಬೆಲೆ ನಿಗದಿಪಡಿಸಲಾಗಿದೆ. ಪ್ರತಿ ರೈತರಿಂದ ಪ್ರತಿ ಎಕರೆಗೆ 20 ಕ್ವಿಂಟಾಲ್‌ನಂತೆ ಗರಿಷ್ಠ 150 ಕ್ವಿಂಟಾಲ್ ಜೋಳ ಖರೀದಿ ಮಾಡಲಾಗುವುದು. ಈಗಾಗಲೇ ಎಲ್ಲಾ ತಾಲೂಕು ಕೇಂದ್ರಗಳಿಂದ ಒಟ್ಟು 667 ರೈತರು ನೋಂದಣಿ ಮಾಡಿಕೊಂಡಿದ್ದಾರೆ. ನೋಂದಾಯಿತ ರೈತರಲ್ಲಿ 50 ಜನ ರೈತರು ತಮ್ಮ ಬೆಳೆದ ಜೋಳವನ್ನು ಖರೀದಿ ಕೇಂದ್ರಕ್ಕೆ ಮಾರಾಟ ಮಾಡಿದ್ದು ಇದುವರೆಗೆ 1921 ಕ್ವಿಂಟಾಲ್ ಜೋಳ ಸಂಗ್ರಹಣೆ ಮಾಡಲಾಗಿದೆ ಎಂದರು. ರೈತರು ಖರೀದಿ ಕೇಂದ್ರಕ್ಕೆ ಮಾರಾಟ ಮಾಡಲು ತೆಗೆದುಕೊಂಡು ಬಂದಂತಹ ಜೋಳವನ್ನು ಸರಿಯಾದ ಕ್ರಮದಲ್ಲಿ ಗುಣಮಟ್ಟ ಪರೀಕ್ಷಿಸಿ ಖರೀದಿ ಮಾಡಬೇಕು. ರೈತರಿಗೆ ಯಾವುದೇ ತೊಂದರೆಯಾಗದಂತೆ ನೋಡಿಕೊಳ್ಳಬೇಕು ಎಂದು ಅಧಿಕಾರಿಗಳಿಗೆ ಸೂಚಿಸಿದರು.: [339, 694, 582, 1046]
kirusuddi-item-title: ಐವರ ವಿರುದ್ಧ ಪ್ರಕರಣ: [45, 430, 307, 462]
bottom-story-place: ಹಾನಗಲ್ಲ:: [60, 1978, 103, 1994]
bottom-story-place: ಹಾವೇರಿ:: [817, 1978, 855, 1994]
deshabhimana-headline: ದೇಶಾಭಿಮಾನ, ದೇಶದ ರಕ್ಷಣೆ ಅವಶ್ಯ: [409, 1277, 666, 1303]
kirusuddi-title-part2: ಸುದ್ದಿ: [153, 169, 201, 203]
registration-marks-center: [966, 2360, 1017, 2369]
brand-tagline: ರಾಷ್ಟ್ರೀಯ ಅಭ್ಯುದಯದ ಧ್ವನಿ: [1378, 116, 1461, 127]
weather-min-label: ಕನಿಷ್ಠ: [951, 69, 973, 84]
stage-figures-icon: [1088, 1018, 1497, 1254]
column-divider: [1151, 1938, 1152, 2347]
bottom-story-headline: ನಿಷ್ಠೆ, ಧಾರ್ಮಿಕ ಭಾವನೆ ಮಾದರಿ: [1225, 1945, 1432, 1968]
page-number: ౧౧: [1215, 113, 1249, 142]
registration-dot: [1408, 2360, 1417, 2369]
color-bar-segment: [408, 1925, 771, 1934]
photo-hemareddy-jayanti: [1145, 154, 1496, 371]
photo-farmers-protest: [966, 1609, 1279, 1769]
kirusuddi-list: [45, 226, 307, 1761]
masthead-stripes-right: [997, 92, 1151, 107]
deshabhimana-col2-text: ಕಾರ್ಯಕ್ರಮದಲ್ಲಿ ಮುಖಂಡರು, ಮಾಜಿ ಸೈನಿಕರು, ವಿದ್ಯಾರ್ಥಿಗಳು ಹಾಗೂ ಸಾರ್ವಜನಿಕರು ಪಾಲ್ಗೊಂಡಿದ್ದರು. ಯಾತ್ರೆಯು ಪಟ್ಟಣದ ಪ್ರಮುಖ ಬೀದಿಗಳಲ್ಲಿ ಸಂಚರಿಸಿತು. ಯುವ ಸಮೂಹ ದೇಶಸೇವೆಗೆ ಮುಂದಾಗಬೇಕು. ಸೈನಿಕರ ತ್ಯಾಗ ಬಲಿದಾನವನ್ನು ಸದಾ ಸ್ಮರಿಸಬೇಕು. ದೇಶದ ರಕ್ಷಣೆಯ ವಿಷಯದಲ್ಲಿ ಯಾವುದೇ ರಾಜಕೀಯ ಮಾಡಬಾರದು ಎಂದು ತಿಳಿಸಿದರು. ನಂತರ ಸೈನಿಕರನ್ನು ಸನ್ಮಾನಿಸಲಾಯಿತು.: [540, 1313, 735, 1487]
weather-max-label: ಗರಿಷ್ಠ: [887, 69, 910, 84]
lead-photo-caption: • ಹಾವೇರಿ: ದೇವರಗುಡ್ಡ ರಸ್ತೆಯಲ್ಲಿ ನಿರ್ಮಾಣಗೊಳ್ಳುತ್ತಿರುವ ಜಿಲ್ಲಾಡಳಿತ ಭವನದ ಕಾಮಗಾರಿ ಪ್ರಗತಿಯನ್ನು ಜಿಲ್ಲಾಧಿಕಾರಿಗಳು ಪರಿಶೀಲಿಸಿದರು. ಸಮಯಕ್ಕೆ ಸರಿಯಾಗಿ ಕಾಮಗಾರಿ ಪೂರ್ಣಗೊಳಿಸುವಂತೆ ಸೂಚಿಸಿದರು.: [595, 937, 1061, 969]
deshabhimana-col1: • ಶಿಗ್ಗಾವಿ: ದೇಶಕ್ಕಾಗಿ ದುಡಿಯುವ ಸೈನ್ಯಕ್ಕೆ ಎಲ್ಲರೂ ಸಹಕರಿಸಬೇಕು. ದೇಶಾಭಿಮಾನ ಪ್ರತಿಯೊಬ್ಬರಲ್ಲೂ ಇರಬೇಕು. ದೇಶದ ರಕ್ಷಣೆ ಮಾಡುವ ಸೈನಿಕರ ಬಗ್ಗೆ ಗೌರವ ಇರಬೇಕು ಎಂದು ಮಾಜಿ ಮುಖ್ಯಮಂತ್ರಿ ಬಸವರಾಜ ಬೊಮ್ಮಾಯಿ ಹೇಳಿದರು. ಪಟ್ಟಣದಲ್ಲಿ ಆಯೋಜಿಸಿದ್ದ ತಿರಂಗಾ ಯಾತ್ರೆ ಕಾರ್ಯಕ್ರಮದಲ್ಲಿ ಅವರು ಮಾತನಾಡಿದರು. ಭಯೋತ್ಪಾದಕರ ದಾಳಿಗೆ ಭಾರತೀಯ ಸೇನೆ ತಕ್ಕ ಉತ್ತರ ನೀಡಿದೆ. ಆಪರೇಷನ್ ಸಿಂದೂರ ಮೂಲಕ ಭಯೋತ್ಪಾದಕರ ನೆಲೆಗಳನ್ನು ಧ್ವಂಸ ಮಾಡಲಾಗಿದೆ. ದೇಶದ ಏಕತೆ ಮತ್ತು ಸಮಗ್ರತೆಗೆ ನಾವೆಲ್ಲರೂ ಒಂದಾಗಿ ನಿಲ್ಲಬೇಕು.: [339, 1313, 531, 1566]
kirusuddi-item: [45, 1437, 307, 1761]
hand-icon: [47, 159, 109, 216]
hemareddy-col1: • ಹಾವೇರಿ: ಹೇಮರೆಡ್ಡಿ ಮಲ್ಲಮ್ಮನ ತತ್ವಾದರ್ಶಗಳು ಸಮಾಜ ಜೀವನಕ್ಕೆ ದಾರಿದೀಪವಾಗಿದ್ದು ಅವುಗಳನ್ನು ಅಳವಡಿಸಿಕೊಳ್ಳುವ ಮೂಲಕ ಯುವ ಸಮೂಹ ಉತ್ತಮ ಜೀವನ ನಡೆಸಬೇಕು ಎಂದು ಅಪರ ಜಿಲ್ಲಾಧಿಕಾರಿ ಹೇಳಿದರು. ಜಿಲ್ಲಾಡಳಿತ ಭವನದ ಸಭಾಂಗಣದಲ್ಲಿ ಜಿಲ್ಲಾಡಳಿತ, ಜಿಲ್ಲಾ ಪಂಚಾಯತ್ ಹಾಗೂ ಕನ್ನಡ ಮತ್ತು ಸಂಸ್ಕೃತಿ ಇಲಾಖೆಯ ಸಂಯುಕ್ತಾಶ್ರಯದಲ್ಲಿ ಆಯೋಜಿಸಿದ್ದ ಮಹಾಸಾಧ್ವಿ ಶಿವಶರಣೆ ಹೇಮರೆಡ್ಡಿ ಮಲ್ಲಮ್ಮ ಜಯಂತಿ ಕಾರ್ಯಕ್ರಮದಲ್ಲಿ ಅವರು ಮಾತನಾಡಿದರು. ಮಲ್ಲಮ್ಮ ಅವರು ಕೌಟುಂಬಿಕ ಜೀವನದಲ್ಲಿಯೂ ಆಧ್ಯಾತ್ಮಿಕ ಸಾಧನೆ ಮಾಡಿ ಆದರ್ಶ ಗೃಹಿಣಿಯಾಗಿ ಬಾಳಿದರು.: [1087, 629, 1285, 902]
yodharu-col3: [1272, 1311, 1496, 1561]
section-divider: [326, 1268, 1496, 1269]
lead-place: ಹಾವೇರಿ:: [353, 694, 391, 709]
registration-dot: [205, 2360, 214, 2369]
photo-dengue-awareness: [339, 154, 703, 403]
vidyarthi-place: ರಟ್ಟೀಹಳ್ಳಿ:: [737, 185, 779, 200]
bottom-story-body: • ಹಾನಗಲ್ಲ: ಜಮ್ಮು ಮತ್ತು ಕಾಶ್ಮೀರದ ಪಹಲ್ಗಾಮ್‌ನಲ್ಲಿ ನಡೆದ ಉಗ್ರರ ದಾಳಿಗೆ ಪ್ರತಿಕಾರವಾಗಿ ಭಾರತೀಯ ಸೇನೆ ನಡೆಸಿರುವ ಆಪರೇಷನ್ ಸಿಂದೂರ ಕಾರ್ಯಾಚರಣೆ ಯಶಸ್ವಿಯಾಗಲಿ, ಯೋಧರ ಶಕ್ತಿ ಹೆಚ್ಚಲಿ ಎಂದು ಪ್ರಾರ್ಥಿಸಿ ಕಾಂಗ್ರೆಸ್ ಕಾರ್ಯಕರ್ತರು ತಾಲೂಕಿನ ಎಲ್ಲ ಗ್ರಾಮದೇವಿ ದೇವಸ್ಥಾನಗಳಲ್ಲಿ ವಿಶೇಷ ಪೂಜೆ ಸಲ್ಲಿಸಿದರು. ಶಾಸಕ ಶ್ರೀನಿವಾಸ ಮಾನೆ ನೇತೃತ್ವದಲ್ಲಿ ಮುಖಂಡರು ಪೂಜೆಯಲ್ಲಿ ಪಾಲ್ಗೊಂಡು ಸೈನಿಕರಿಗೆ ಶುಭ ಹಾರೈಸಿದರು. ಪಟ್ಟಣದ ಗ್ರಾಮದೇವಿ ದೇವಸ್ಥಾನದಲ್ಲಿ ವಿಶೇಷ ಪೂಜೆ ನೆರವೇರಿಸಲಾಯಿತು. ಯೋಧರ ಬಲಿದಾನ ವ್ಯರ್ಥವಾಗಬಾರದು ಎಂದು ಮುಖಂಡರು ಹೇಳಿದರು.: [45, 1978, 390, 2132]
photo-hemareddy-byadagi: [1161, 1976, 1496, 2130]
hemareddy-place: ಹಾವೇರಿ:: [1117, 629, 1155, 644]
lead-kicker: ಜೋಳ ಖರೀದಿ ಕೇಂದ್ರಕ್ಕೆ ಜಿಲ್ಲಾಧಿಕಾರಿ ದಾನಮ್ಮನವರ ಭೇಟಿ: [339, 513, 1061, 548]
menasinakayi-col3: [1288, 1609, 1496, 1916]
kirusuddi-item-text: ಬ್ಯಾಡಗಿ ಪಟ್ಟಣದ ನಿವಾಸಿ ಯುವಕನೊಬ್ಬ ಮನೆಯಿಂದ ಹೊರಗೆ ಹೋಗಿದ್ದು ಇದುವರೆಗೂ ವಾಪಸ್ ಬಾರದ ಕಾರಣ ಕುಟುಂಬಸ್ಥರು ದೂರು ನೀಡಿದ್ದಾರೆ. ಕಾಣೆಯಾದ ಯುವಕನ ಸುಳಿವು ಸಿಕ್ಕಲ್ಲಿ ಹತ್ತಿರದ ಪೊಲೀಸ್ ಠಾಣೆಗೆ ಮಾಹಿತಿ ನೀಡುವಂತೆ ಪ್ರಕಟಣೆಯಲ್ಲಿ ಕೋರಲಾಗಿದೆ.: [45, 1178, 307, 1270]
yodharu-place: ಹಾವೇರಿ:: [783, 1313, 821, 1328]
bottom-story-text: ಎಸ್ಎಸ್ಎಲ್‌ಸಿ ಪರೀಕ್ಷೆಯಲ್ಲಿ ಉತ್ತಮ ಸಾಧನೆಗೈದ ಸರ್ಕಾರಿ ಶಾಲೆಯ ವಿದ್ಯಾರ್ಥಿಗಳನ್ನು ಸನ್ಮಾನಿಸಲಾಯಿತು. ವಿದ್ಯಾರ್ಥಿಗಳ ಭವಿಷ್ಯ ಉನ್ನತಗೊಳ್ಳಲಿ, ಉನ್ನತ ಶಿಕ್ಷಣ ಪಡೆದು ಸಮಾಜಕ್ಕೆ ಕೊಡುಗೆ ನೀಡಲಿ ಎಂದು ಮುಖಂಡರು ಹಾರೈಸಿದರು. ಶಾಲೆಯ ಶಿಕ್ಷಕರು, ಪಾಲಕರು ಹಾಗೂ ಎಸ್‌ಡಿಎಂಸಿ ಸದಸ್ಯರು ಕಾರ್ಯಕ್ರಮದಲ್ಲಿ ಉಪಸ್ಥಿತರಿದ್ದರು. ಶಾಲೆಗೆ ಶೇ. 90.40ರಷ್ಟು ಫಲಿತಾಂಶ ಬಂದಿದ್ದು ವಿದ್ಯಾರ್ಥಿಗಳು ಹಾಗೂ ಶಿಕ್ಷಕರನ್ನು ಅಭಿನಂದಿಸಲಾಯಿತು.: [422, 2145, 774, 2259]
bottom-story-body: • ಬ್ಯಾಡಗಿ: ಶಿವಶರಣೆ ಹೇಮರೆಡ್ಡಿ ಮಲ್ಲಮ್ಮನವರ ನಿಷ್ಠೆ, ಧಾರ್ಮಿಕ ಭಾವನೆ ಎಲ್ಲರಿಗೂ ಮಾದರಿಯಾಗಿದ್ದು ಅವುಗಳನ್ನು ಅಳವಡಿಸಿಕೊಳ್ಳಬೇಕು ಎಂದು ಶಾಸಕ ಬಸವರಾಜ ಶಿವಣ್ಣನವರ ಹೇಳಿದರು. ಪಟ್ಟಣದ ತಹಶೀಲ್ದಾರ್ ಕಚೇರಿಯ ಸಭಾಂಗಣದಲ್ಲಿ ಆಯೋಜಿಸಿದ್ದ ಹೇಮರೆಡ್ಡಿ ಮಲ್ಲಮ್ಮ ಜಯಂತಿ ಕಾರ್ಯಕ್ರಮದಲ್ಲಿ ಅವರು ಮಾತನಾಡಿದರು. ಮಲ್ಲಮ್ಮನವರು ಸಂಸಾರದಲ್ಲಿದ್ದುಕೊಂಡೇ ಭಕ್ತಿ ಮಾರ್ಗದಲ್ಲಿ ನಡೆದು ಸಮಾಜಕ್ಕೆ ಆದರ್ಶರಾದರು. ತಹಶೀಲ್ದಾರ್, ಸಮಾಜದ ಮುಖಂಡರು ಉಪಸ್ಥಿತರಿದ್ದರು.: [1161, 2138, 1496, 2273]
registration-dot: [1436, 2360, 1445, 2369]
weather-max-value: 33°: [870, 84, 927, 119]
weather-icon: [780, 72, 863, 136]
hemareddy-headline-line1: ಹೇಮರೆಡ್ಡಿ ಮಲ್ಲಮ್ಮನ: [1162, 521, 1421, 564]
registration-dot: [966, 2360, 974, 2369]
masthead-stripes: [294, 92, 550, 107]
photo-hemareddy-stage: [1087, 1017, 1496, 1254]
kirusuddi-header: [45, 152, 307, 223]
registration-dot: [177, 2360, 186, 2369]
section-color-bar: [45, 1925, 1496, 1934]
photo-security-check: [799, 2149, 1138, 2344]
kirusuddi-item: [45, 1144, 307, 1431]
menasinakayi-col2-text: ಬ್ಯಾಡಗಿ ತಾಲೂಕಿನ ಹಿರೇಹಳ್ಳಿ, ಚಿಕ್ಕಬಾಸೂರ, ಕುಮ್ಮೂರ ಭಾಗದ ರೈತರು 2024 ಡಿಸೆಂಬರ್‌ನಲ್ಲಿ ಬ್ಯಾಡಗಿ ಪಟ್ಟಣದ ಖಾಸಗಿ ಅಂಗಡಿಯಿಂದ ಬೀಜ ಖರೀದಿಸಿ ಬಿತ್ತನೆ ಮಾಡಿದ್ದರು. ಆದರೆ ಬೆಳೆ ಹೂ ಬಿಡದೆ ಕಾಯಿ ಕಟ್ಟದೆ ಹಾಳಾಗಿದೆ. ಈ ವೇಳೆ ರೈತ ಮುಖಂಡರು ಹಾಗೂ ನೂರಾರು ರೈತರು ಪಾಲ್ಗೊಂಡಿದ್ದರು.: [966, 1777, 1279, 1872]
weather-min-value: 23°: [934, 84, 990, 119]
color-bar-segment: [45, 1925, 408, 1934]
bottom-story-body: • ಸವಣೂರು: ಎಸ್ಎಸ್ಎಲ್‌ಸಿ ಪರೀಕ್ಷೆಯಲ್ಲಿ ಉತ್ತಮ ಸಾಧನೆಗೈದ ಸರ್ಕಾರಿ ಶಾಲೆಯ ವಿದ್ಯಾರ್ಥಿಗಳನ್ನು ಸನ್ಮಾನಿಸಲಾಯಿತು. ವಿದ್ಯಾರ್ಥಿಗಳ ಭವಿಷ್ಯ ಉನ್ನತಗೊಳ್ಳಲಿ, ಉನ್ನತ ಶಿಕ್ಷಣ ಪಡೆದು ಸಮಾಜಕ್ಕೆ ಕೊಡುಗೆ ನೀಡಲಿ ಎಂದು ಮುಖಂಡರು ಹಾರೈಸಿದರು. ಶಾಲೆಯ ಶಿಕ್ಷಕರು, ಪಾಲಕರು ಹಾಗೂ ಎಸ್‌ಡಿಎಂಸಿ ಸದಸ್ಯರು ಕಾರ್ಯಕ್ರಮದಲ್ಲಿ ಉಪಸ್ಥಿತರಿದ್ದರು. ಶಾಲೆಗೆ ಶೇ. 90.40ರಷ್ಟು ಫಲಿತಾಂಶ ಬಂದಿದ್ದು ವಿದ್ಯಾರ್ಥಿಗಳು ಹಾಗೂ ಶಿಕ್ಷಕರನ್ನು ಅಭಿನಂದಿಸಲಾಯಿತು.: [422, 2145, 774, 2259]
lead-headline-line1: ತಾಲೂಕು ಕೇಂದ್ರಗಳಲ್ಲಿ ಹಿಂಗಾರು: [457, 558, 943, 613]
yodharu-headline: ಜಿಲ್ಲೆಯ ಇಬ್ಬರು ಯೋಧರು ಮರಳಿ ಕರ್ತವ್ಯಕ್ಕೆ: ಬೀಳ್ಕೊಡುಗೆ: [912, 1277, 1348, 1303]
lead-col2-text: ಬೇರೆಯವರ ಜೋಳವನ್ನು ನೀಡುವಂತಿಲ್ಲ. ಖರೀದಿ ಕೇಂದ್ರದಲ್ಲಿ ರೈತರು ಮಾರಾಟ ಮಾಡುವ ಜೋಳ ಪಾರದರ್ಶಕವಾಗಿರಬೇಕು. ಖರೀದಿ ಕೇಂದ್ರದಲ್ಲಿ ಗುಣಮಟ್ಟ ಪರೀಕ್ಷೆ ಮಾಡಿ ಸರಿಯಾದ ತೂಕ ಮಾಡಿ ಖರೀದಿ ಮಾಡಿಕೊಳ್ಳಬೇಕು ಎಂದರು. ಈ ಸಂದರ್ಭದಲ್ಲಿ ಅಧಿಕಾರಿಗಳು ಉಪಸ್ಥಿತರಿದ್ದರು.: [595, 1115, 786, 1249]
kirusuddi-item-body: • ಸವಣೂರು: ತಾಲೂಕಿನ ಯಲ್ಲಾಪುರ ಗ್ರಾಮದಲ್ಲಿ ಮೇ 11ರಿಂದ 13ರವರೆಗೆ ವೀರಭದ್ರೇಶ್ವರ ಜಾತ್ರಾ ಮಹೋತ್ಸವ ನಡೆಯಲಿದೆ. ಮೇ 11ರಂದು ಹೂವಿನ ತೇರು, 12ರಂದು ಮಹಾರಥೋತ್ಸವ, ಮೇ 13ರಂದು ಓಕುಳಿ ನಂತರ ಸಂಜೆ 4 ಗಂಟೆಗೆ ಗ್ರಾಮದಲ್ಲಿ ಲಘು ರಥೋತ್ಸವ ಕಾರ್ಯಕ್ರಮ ನಡೆಯಲಿದೆ ಎಂದು ಶ್ರೀ ವೀರಭದ್ರೇಶ್ವರ ದೇವಸ್ಥಾನ ಟ್ರಸ್ಟ್ ಕಮಿಟಿ ಪ್ರಕಟಣೆಯಲ್ಲಿ ತಿಳಿಸಿದೆ.: [45, 260, 307, 372]
kirusuddi-item-text: ತಾಲೂಕಿನ ಯಲ್ಲಾಪುರ ಗ್ರಾಮದಲ್ಲಿ ಮೇ 11ರಿಂದ 13ರವರೆಗೆ ವೀರಭದ್ರೇಶ್ವರ ಜಾತ್ರಾ ಮಹೋತ್ಸವ ನಡೆಯಲಿದೆ. ಮೇ 11ರಂದು ಹೂವಿನ ತೇರು, 12ರಂದು ಮಹಾರಥೋತ್ಸವ, ಮೇ 13ರಂದು ಓಕುಳಿ ನಂತರ ಸಂಜೆ 4 ಗಂಟೆಗೆ ಗ್ರಾಮದಲ್ಲಿ ಲಘು ರಥೋತ್ಸವ ಕಾರ್ಯಕ್ರಮ ನಡೆಯಲಿದೆ ಎಂದು ಶ್ರೀ ವೀರಭದ್ರೇಶ್ವರ ದೇವಸ್ಥಾನ ಟ್ರಸ್ಟ್ ಕಮಿಟಿ ಪ್ರಕಟಣೆಯಲ್ಲಿ ತಿಳಿಸಿದೆ.: [45, 260, 307, 372]
deshabhimana-col1-text: ದೇಶಕ್ಕಾಗಿ ದುಡಿಯುವ ಸೈನ್ಯಕ್ಕೆ ಎಲ್ಲರೂ ಸಹಕರಿಸಬೇಕು. ದೇಶಾಭಿಮಾನ ಪ್ರತಿಯೊಬ್ಬರಲ್ಲೂ ಇರಬೇಕು. ದೇಶದ ರಕ್ಷಣೆ ಮಾಡುವ ಸೈನಿಕರ ಬಗ್ಗೆ ಗೌರವ ಇರಬೇಕು ಎಂದು ಮಾಜಿ ಮುಖ್ಯಮಂತ್ರಿ ಬಸವರಾಜ ಬೊಮ್ಮಾಯಿ ಹೇಳಿದರು. ಪಟ್ಟಣದಲ್ಲಿ ಆಯೋಜಿಸಿದ್ದ ತಿರಂಗಾ ಯಾತ್ರೆ ಕಾರ್ಯಕ್ರಮದಲ್ಲಿ ಅವರು ಮಾತನಾಡಿದರು. ಭಯೋತ್ಪಾದಕರ ದಾಳಿಗೆ ಭಾರತೀಯ ಸೇನೆ ತಕ್ಕ ಉತ್ತರ ನೀಡಿದೆ. ಆಪರೇಷನ್ ಸಿಂದೂರ ಮೂಲಕ ಭಯೋತ್ಪಾದಕರ ನೆಲೆಗಳನ್ನು ಧ್ವಂಸ ಮಾಡಲಾಗಿದೆ. ದೇಶದ ಏಕತೆ ಮತ್ತು ಸಮಗ್ರತೆಗೆ ನಾವೆಲ್ಲರೂ ಒಂದಾಗಿ ನಿಲ್ಲಬೇಕು.: [339, 1313, 531, 1566]
kirusuddi-item-text: ಯಾವುದೇ ಪರವಾನಿಗೆ ಇಲ್ಲದೇ ಅಕ್ರಮ ಮರಳನ್ನು ಟ್ರ್ಯಾಕ್ಟರ್‌ನಲ್ಲಿ ಸಾಗಿಸುತ್ತಿದ್ದ ಐವರ ವಿರುದ್ಧ ಪ್ರಕರಣ ದಾಖಲಾಗಿದೆ. ತಾಲೂಕಿನ ಹಾವನೂರ ಗ್ರಾಮದ ಮಂಜಪ್ಪ ಶಿಳ್ಳಿಕ್ಯಾತರ (37), ಆನಂದ ಶಿಳ್ಳಿಕ್ಯಾತರ (35), ಮೆಹಬೂಬಲಿ ಮುಜಾವರ, ಗಣೇಶ ಶಿಳ್ಳಿಕ್ಯಾತರ (45), ಸುಭಾಷ ಶಿಳ್ಳಿಕ್ಯಾತರ (40) ಎಂಬುವವರ ವಿರುದ್ಧ ಹಾವೇರಿ ಗ್ರಾಮೀಣ ಠಾಣೆಯಲ್ಲಿ ಪ್ರಕರಣ ದಾಖಲಾಗಿದೆ. ಮರಳು ಸಮೇತ ಟ್ರ್ಯಾಕ್ಟರ್ ವಶಕ್ಕೆ ಪಡೆಯಲಾಗಿದ್ದು ಹೆಚ್ಚಿನ ತನಿಖೆ ಕೈಗೊಳ್ಳಲಾಗಿದೆ.: [45, 464, 307, 613]
vidyarthi-headline: ವಿದ್ಯಾರ್ಥಿಗಳ ಜನಿವಾರ ತೆಗೆಸಿದ್ದಕ್ಕೆ ಖಂಡನೆ: [785, 154, 1056, 178]
brand-logo-icon: [1168, 75, 1203, 111]
group-figures-icon: [423, 1977, 774, 2137]
